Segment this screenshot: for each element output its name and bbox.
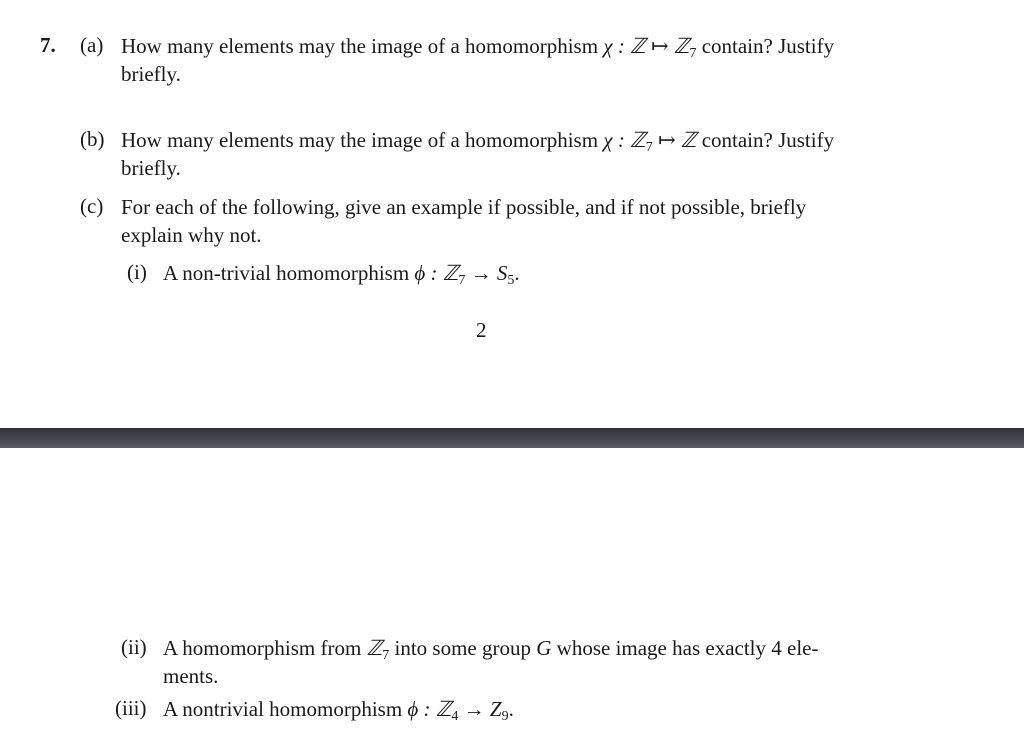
item-iii-text-after: . <box>508 697 514 721</box>
item-i-math-b: → S <box>465 261 508 285</box>
part-a-line2: briefly. <box>121 62 181 86</box>
part-b-text-before: How many elements may the image of a homomorphism <box>121 128 604 152</box>
part-b-math-sub: 7 <box>645 140 653 155</box>
part-b-line1 <box>121 127 951 161</box>
part-c-line1: For each of the following, give an example if possible, and if not possible, briefly <box>121 195 807 219</box>
question-number: 7. <box>40 33 56 57</box>
part-a-label: (a) <box>80 33 104 57</box>
item-i-text-after: . <box>514 261 520 285</box>
part-b-text-after: contain? Justify <box>696 128 835 152</box>
item-iii-math-b: → Z <box>458 697 502 721</box>
part-c-line2: explain why not. <box>121 223 262 247</box>
item-ii-text-after: whose image has exactly 4 ele- <box>551 636 819 660</box>
item-i-line <box>163 260 520 294</box>
item-ii-math-g: G <box>536 636 552 660</box>
part-a-line1 <box>121 33 951 67</box>
part-a-text-after: contain? Justify <box>696 34 835 58</box>
part-a-text-before: How many elements may the image of a homomorphism <box>121 34 604 58</box>
part-b-line2: briefly. <box>121 156 181 180</box>
item-ii-math-a: ℤ <box>366 636 383 660</box>
item-i-sub-a: 7 <box>458 273 466 288</box>
item-i-sub-b: 5 <box>507 273 515 288</box>
item-iii-math-a: ϕ : ℤ <box>407 697 452 721</box>
item-ii-line1 <box>163 635 951 669</box>
part-a-math: χ : ℤ ↦ ℤ <box>603 34 690 58</box>
item-iii-line <box>163 696 514 730</box>
page-number: 2 <box>476 318 487 342</box>
part-b-math-b: ↦ ℤ <box>652 128 697 152</box>
item-ii-text-before: A homomorphism from <box>163 636 367 660</box>
item-i-text-before: A non-trivial homomorphism <box>163 261 415 285</box>
item-iii-text-before: A nontrivial homomorphism <box>163 697 408 721</box>
item-i-label: (i) <box>127 260 147 284</box>
item-iii-label: (iii) <box>115 696 147 720</box>
part-a-math-sub: 7 <box>689 46 697 61</box>
item-ii-text-mid: into some group <box>389 636 537 660</box>
item-ii-sub-a: 7 <box>382 648 390 663</box>
item-ii-line2: ments. <box>163 664 219 688</box>
item-iii-sub-a: 4 <box>451 709 459 724</box>
item-i-math-a: ϕ : ℤ <box>414 261 459 285</box>
page-divider <box>0 428 1024 448</box>
part-b-label: (b) <box>80 127 105 151</box>
part-b-math-a: χ : ℤ <box>603 128 646 152</box>
part-c-label: (c) <box>80 194 104 218</box>
item-iii-sub-b: 9 <box>501 709 509 724</box>
item-ii-label: (ii) <box>121 635 147 659</box>
